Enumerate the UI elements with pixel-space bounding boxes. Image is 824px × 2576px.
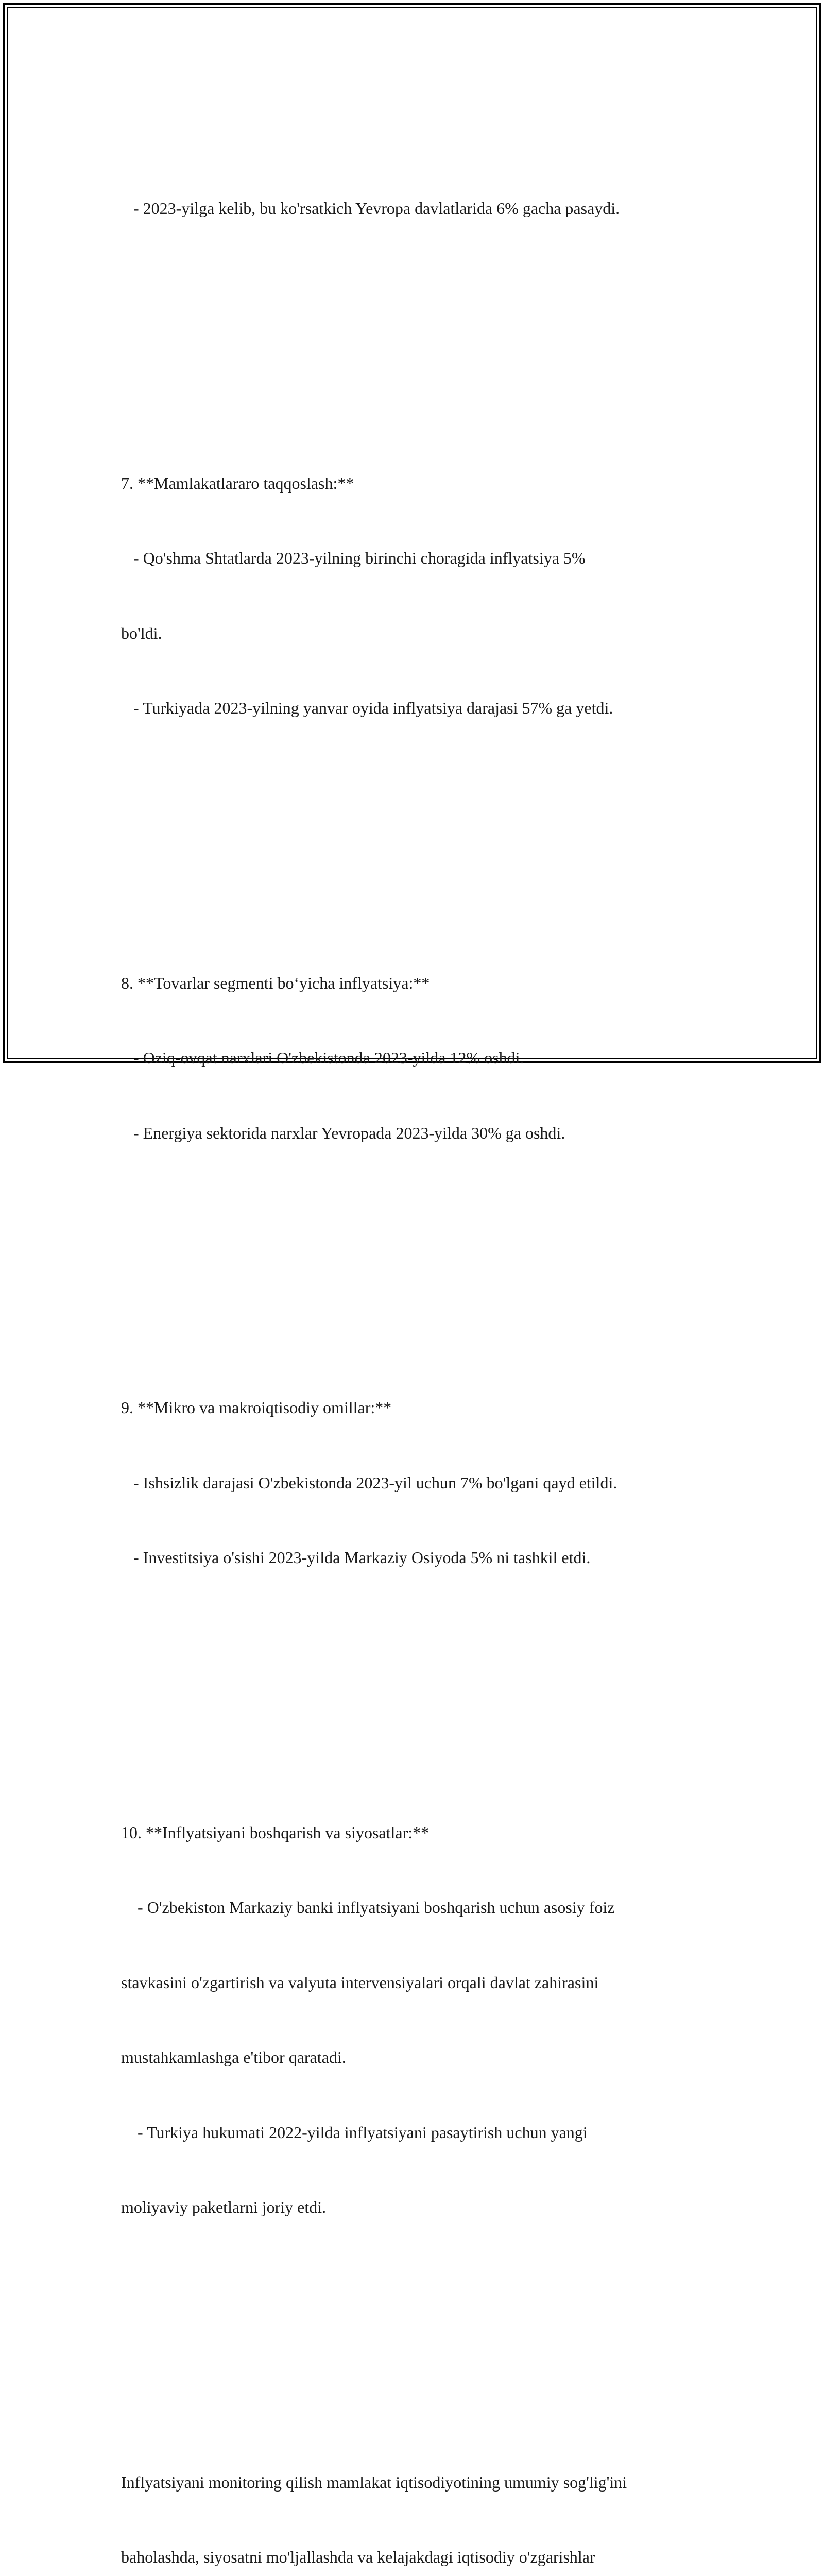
paragraph-item-7	[121, 421, 703, 771]
text-line: - Ishsizlik darajasi O'zbekistonda 2023-yil uchun 7% bo'lgani qayd etildi.	[121, 1470, 703, 1496]
text-line: - Investitsiya o'sishi 2023-yilda Markaziy Osiyoda 5% ni tashkil etdi.	[121, 1545, 703, 1570]
paragraph-conclusion	[121, 2420, 703, 2576]
text-line: moliyaviy paketlarni joriy etdi.	[121, 2195, 703, 2220]
document-body	[121, 96, 703, 2576]
paragraph-item-8	[121, 921, 703, 1196]
text-line: bo'ldi.	[121, 621, 703, 646]
text-line: - Energiya sektorida narxlar Yevropada 2023-yilda 30% ga oshdi.	[121, 1121, 703, 1146]
paragraph-item-10	[121, 1770, 703, 2270]
text-line: baholashda, siyosatni mo'ljallashda va kelajakdagi iqtisodiy o'zgarishlar	[121, 2545, 703, 2570]
paragraph-gap	[121, 1670, 703, 1696]
paragraph-continued-item	[121, 146, 703, 271]
paragraph-gap	[121, 2320, 703, 2345]
text-line: - Turkiya hukumati 2022-yilda inflyatsiyani pasaytirish uchun yangi	[121, 2120, 703, 2145]
text-line: - 2023-yilga kelib, bu ko'rsatkich Yevropa davlatlarida 6% gacha pasaydi.	[121, 196, 703, 221]
text-line: Inflyatsiyani monitoring qilish mamlakat iqtisodiyotining umumiy sog'lig'ini	[121, 2470, 703, 2495]
item-heading: 9. **Mikro va makroiqtisodiy omillar:**	[121, 1395, 703, 1420]
paragraph-gap	[121, 321, 703, 346]
text-line: - O'zbekiston Markaziy banki inflyatsiyani boshqarish uchun asosiy foiz	[121, 1895, 703, 1920]
text-line: mustahkamlashga e'tibor qaratadi.	[121, 2045, 703, 2070]
paragraph-gap	[121, 821, 703, 846]
text-line: - Oziq-ovqat narxlari O'zbekistonda 2023-yilda 12% oshdi.	[121, 1045, 703, 1071]
item-heading: 8. **Tovarlar segmenti bo‘yicha inflyatsiya:**	[121, 971, 703, 996]
text-line: stavkasini o'zgartirish va valyuta intervensiyalari orqali davlat zahirasini	[121, 1970, 703, 1995]
item-heading: 7. **Mamlakatlararo taqqoslash:**	[121, 471, 703, 496]
paragraph-item-9	[121, 1345, 703, 1620]
text-line: - Turkiyada 2023-yilning yanvar oyida inflyatsiya darajasi 57% ga yetdi.	[121, 696, 703, 721]
text-line: - Qo'shma Shtatlarda 2023-yilning birinchi choragida inflyatsiya 5%	[121, 546, 703, 571]
item-heading: 10. **Inflyatsiyani boshqarish va siyosatlar:**	[121, 1820, 703, 1845]
paragraph-gap	[121, 1245, 703, 1270]
